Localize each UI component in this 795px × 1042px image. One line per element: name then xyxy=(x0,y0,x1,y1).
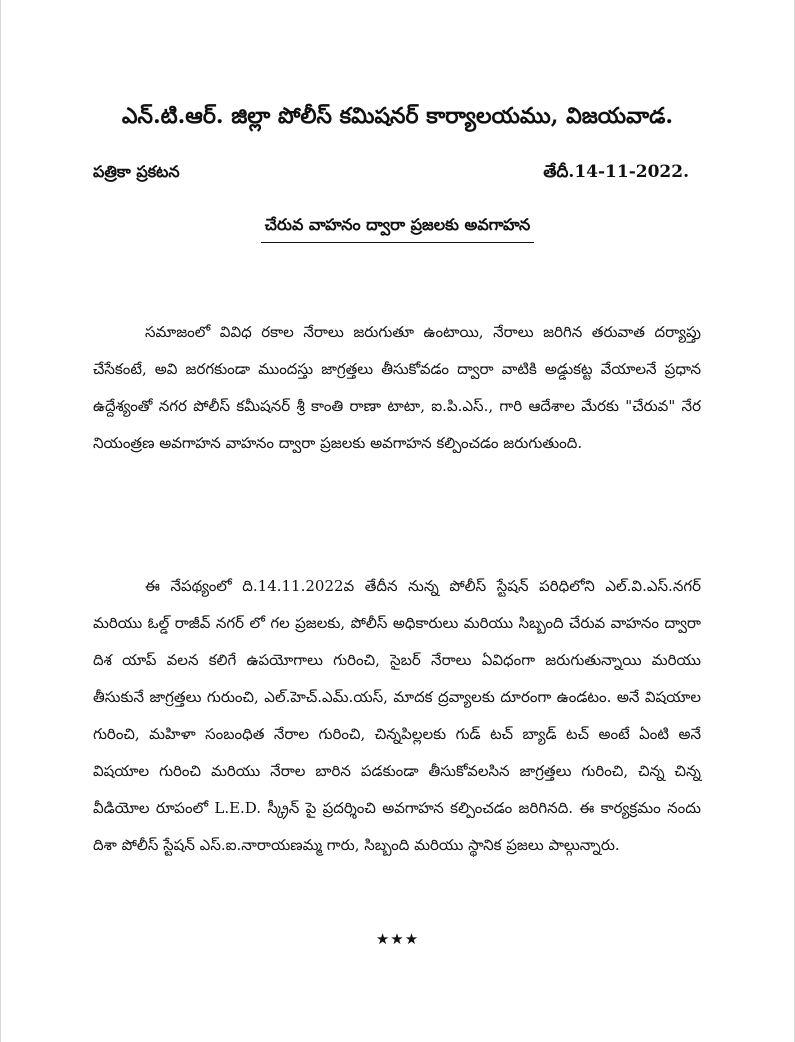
office-title: ఎన్.టి.ఆర్. జిల్లా పోలీస్ కమిషనర్ కార్యాలయము, విజయవాడ. xyxy=(121,103,674,129)
subject-text: చేరువ వాహనం ద్వారా ప్రజలకు అవగాహన xyxy=(261,212,534,243)
press-release-label: పత్రికా ప్రకటన xyxy=(93,162,180,181)
subject-heading xyxy=(1,212,794,243)
release-date: తేదీ.14-11-2022. xyxy=(543,162,689,182)
body-paragraph-2: ఈ నేపథ్యంలో ది.14.11.2022వ తేదీన నున్న పోలీస్ స్టేషన్ పరిధిలోని ఎల్.వి.ఎస్.నగర్ మరియు ఓల్డ్ రాజీవ్ నగర్ లో గల ప్రజలకు, పోలీస్ అధికారులు మరియు సిబ్బంది చేరువ వాహనం ద్వారా దిశ యాప్ వలన కలిగే ఉపయోగాలు గురించి, సైబర్ నేరాలు ఏవిధంగా జరుగుతున్నాయి మరియు తీసుకునే జాగ్రత్తలు గురుంచి, ఎల్.హెచ్.ఎమ్.యస్, మాదక ద్రవ్యాలకు దూరంగా ఉండటం. అనే విషయాల గురించి, మహిళా సంబంధిత నేరాల గురించి, చిన్నపిల్లలకు గుడ్ టచ్ బ్యాడ్ టచ్ అంటే ఏంటి అనే విషయాల గురించి మరియు నేరాల బారిన పడకుండా తీసుకోవలసిన జాగ్రత్తలు గురించి, చిన్న చిన్న వీడియోల రూపంలో L.E.D. స్క్రీన్ పై ప్రదర్శించి అవగాహన కల్పించడం జరిగినది. ఈ కార్యక్రమం నందు దిశా పోలీస్ స్టేషన్ ఎస్.ఐ.నారాయణమ్మ గారు, సిబ్బంది మరియు స్థానిక ప్రజలు పాల్గున్నారు. xyxy=(93,577,701,854)
body-paragraph-1: సమాజంలో వివిధ రకాల నేరాలు జరుగుతూ ఉంటాయి, నేరాలు జరిగిన తరువాత దర్యాప్తు చేసేకంటే, అవి జరగకుండా ముందస్తు జాగ్రత్తలు తీసుకోవడం ద్వారా వాటికి అడ్డుకట్ట వేయాలనే ప్రధాన ఉద్దేశ్యంతో నగర పోలీస్ కమీషనర్ శ్రీ కాంతి రాణా టాటా, ఐ.పి.ఎస్., గారి ఆదేశాల మేరకు "చేరువ" నేర నియంత్రణ అవగాహన వాహనం ద్వారా ప్రజలకు అవగాహన కల్పించడం జరుగుతుంది. xyxy=(93,323,701,452)
end-stars: ★★★ xyxy=(375,930,420,948)
